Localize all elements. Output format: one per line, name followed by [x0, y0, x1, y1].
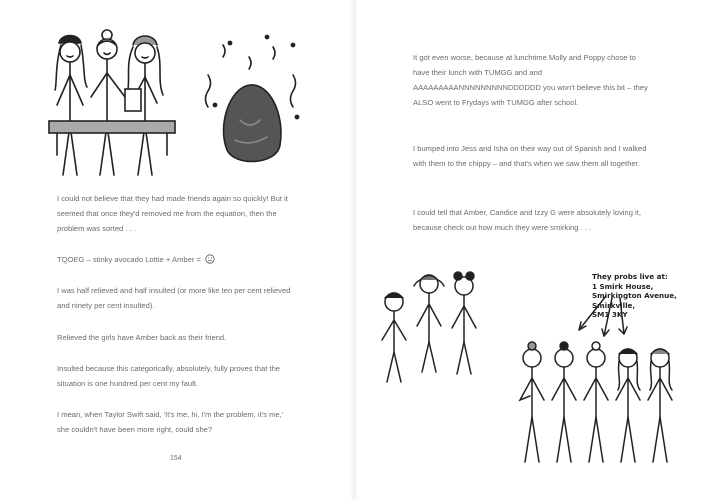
paragraph: It got even worse, because at lunchtime Molly and Poppy chose to have their lunch with TUMGG and and AAAAAAAAANNNNNNNNNDDDDDD you won't believe this bit – they ALSO went to Frydays with TUMGG after school. — [413, 53, 648, 107]
right-page — [354, 0, 708, 500]
equation-line — [57, 252, 297, 267]
paragraph: Insulted because this categorically, absolutely, fully proves that the situation is one hundred per cent my fault. — [57, 364, 281, 388]
smiley-face-icon — [205, 254, 215, 264]
paragraph: I could tell that Amber, Candice and Izzy G were absolutely loving it, because check out how much they were smirking . . . — [413, 208, 641, 232]
paragraph: I was half relieved and half insulted (or more like ten per cent relieved and ninety per cent insulted). — [57, 286, 291, 310]
equation-text: TQOEG – stinky avocado Lottie + Amber = — [57, 255, 201, 264]
paragraph: Relieved the girls have Amber back as their friend. — [57, 333, 227, 342]
paragraph: I mean, when Taylor Swift said, 'It's me, hi, I'm the problem, it's me,' she couldn't have been more right, could she? — [57, 410, 284, 434]
girls-at-table-illustration — [45, 25, 305, 185]
page-number: 154 — [170, 455, 182, 462]
paragraph: I could not believe that they had made friends again so quickly! But it seemed that once they'd removed me from the equation, then the problem was sorted . . . — [57, 194, 288, 233]
paragraph: I bumped into Jess and Isha on their way out of Spanish and I walked with them to the chippy – and that's when we saw them all together. — [413, 144, 647, 168]
handwritten-caption: They probs live at: 1 Smirk House, Smirkington Avenue, Smirkville, SM1 3KY — [592, 272, 677, 319]
